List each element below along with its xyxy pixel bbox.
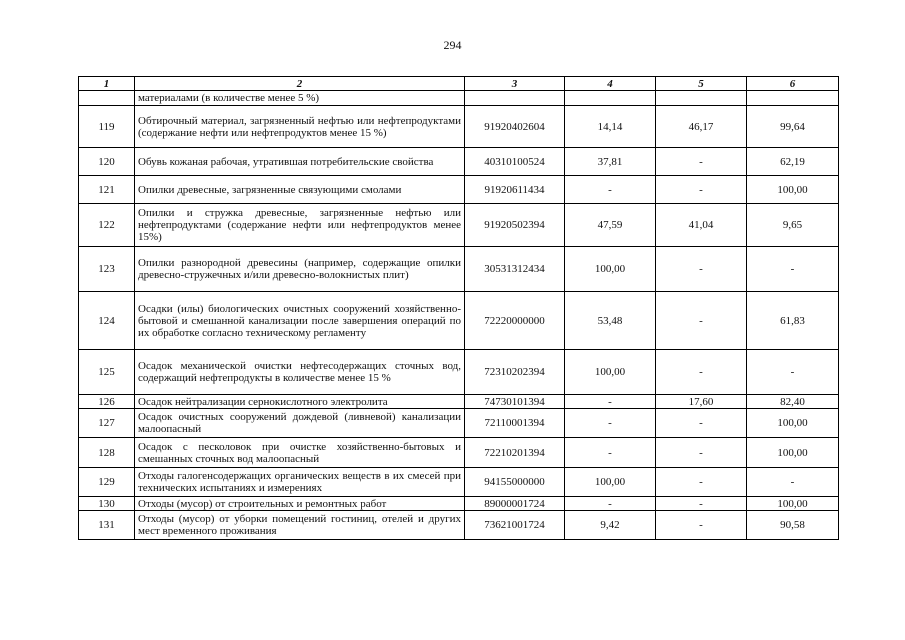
row-value-col-4: -	[565, 497, 656, 511]
row-value-col-5: -	[656, 247, 747, 292]
continuation-c4	[565, 91, 656, 106]
row-fkko-code: 91920611434	[465, 176, 565, 204]
row-value-col-6: 100,00	[747, 409, 839, 438]
table-row	[79, 511, 839, 540]
table-row	[79, 204, 839, 247]
row-value-col-4: 9,42	[565, 511, 656, 540]
row-waste-name: Осадок очистных сооружений дождевой (ливневой) канализации малоопасный	[135, 409, 465, 438]
row-value-col-4: -	[565, 409, 656, 438]
row-value-col-4: 100,00	[565, 247, 656, 292]
row-value-col-6: -	[747, 468, 839, 497]
row-number: 130	[79, 497, 135, 511]
row-value-col-6: -	[747, 247, 839, 292]
continuation-c5	[656, 91, 747, 106]
row-waste-name: Опилки и стружка древесные, загрязненные нефтью или нефтепродуктами (содержание нефти или нефтепродуктов менее 15%)	[135, 204, 465, 247]
row-value-col-4: -	[565, 395, 656, 409]
row-fkko-code: 40310100524	[465, 148, 565, 176]
row-value-col-6: -	[747, 350, 839, 395]
row-fkko-code: 89000001724	[465, 497, 565, 511]
row-value-col-5: -	[656, 350, 747, 395]
row-fkko-code: 94155000000	[465, 468, 565, 497]
table-row	[79, 247, 839, 292]
header-col-4: 4	[565, 77, 656, 91]
row-value-col-4: 100,00	[565, 350, 656, 395]
row-value-col-5: -	[656, 497, 747, 511]
continuation-text: материалами (в количестве менее 5 %)	[135, 91, 465, 106]
table-row	[79, 148, 839, 176]
row-value-col-5: -	[656, 438, 747, 468]
continuation-num	[79, 91, 135, 106]
row-value-col-5: 17,60	[656, 395, 747, 409]
row-number: 126	[79, 395, 135, 409]
row-waste-name: Осадки (илы) биологических очистных сооружений хозяйственно-бытовой и смешанной канализации после завершения операций по их обработке согласно техническому регламенту	[135, 292, 465, 350]
row-value-col-6: 61,83	[747, 292, 839, 350]
row-value-col-5: -	[656, 148, 747, 176]
table-row	[79, 395, 839, 409]
row-value-col-4: 100,00	[565, 468, 656, 497]
row-value-col-6: 9,65	[747, 204, 839, 247]
row-value-col-4: 47,59	[565, 204, 656, 247]
row-waste-name: Опилки древесные, загрязненные связующими смолами	[135, 176, 465, 204]
row-fkko-code: 72110001394	[465, 409, 565, 438]
row-fkko-code: 73621001724	[465, 511, 565, 540]
row-value-col-4: 37,81	[565, 148, 656, 176]
row-value-col-4: -	[565, 438, 656, 468]
row-fkko-code: 72210201394	[465, 438, 565, 468]
table-body	[79, 91, 839, 540]
row-value-col-4: 53,48	[565, 292, 656, 350]
table-row	[79, 292, 839, 350]
row-waste-name: Отходы галогенсодержащих органических веществ в их смесей при технических испытаниях и измерениях	[135, 468, 465, 497]
continuation-code	[465, 91, 565, 106]
table-row	[79, 176, 839, 204]
row-number: 121	[79, 176, 135, 204]
row-value-col-6: 90,58	[747, 511, 839, 540]
row-fkko-code: 74730101394	[465, 395, 565, 409]
row-waste-name: Опилки разнородной древесины (например, содержащие опилки древесно-стружечных и/или древесно-волокнистых плит)	[135, 247, 465, 292]
row-fkko-code: 72220000000	[465, 292, 565, 350]
row-number: 131	[79, 511, 135, 540]
row-value-col-6: 82,40	[747, 395, 839, 409]
row-number: 125	[79, 350, 135, 395]
row-number: 128	[79, 438, 135, 468]
continuation-row	[79, 91, 839, 106]
page-number: 294	[443, 38, 462, 52]
row-value-col-6: 99,64	[747, 106, 839, 148]
row-fkko-code: 72310202394	[465, 350, 565, 395]
row-value-col-4: 14,14	[565, 106, 656, 148]
table-row	[79, 409, 839, 438]
row-waste-name: Отходы (мусор) от уборки помещений гостиниц, отелей и других мест временного проживания	[135, 511, 465, 540]
row-waste-name: Отходы (мусор) от строительных и ремонтных работ	[135, 497, 465, 511]
row-waste-name: Обтирочный материал, загрязненный нефтью или нефтепродуктами (содержание нефти или нефтепродуктов менее 15 %)	[135, 106, 465, 148]
row-value-col-6: 100,00	[747, 438, 839, 468]
row-waste-name: Осадок с песколовок при очистке хозяйственно-бытовых и смешанных сточных вод малоопасный	[135, 438, 465, 468]
header-col-2: 2	[135, 77, 465, 91]
header-col-1: 1	[79, 77, 135, 91]
table-row	[79, 106, 839, 148]
header-col-5: 5	[656, 77, 747, 91]
row-value-col-6: 62,19	[747, 148, 839, 176]
row-value-col-5: 46,17	[656, 106, 747, 148]
table-row	[79, 468, 839, 497]
row-value-col-6: 100,00	[747, 497, 839, 511]
row-fkko-code: 91920402604	[465, 106, 565, 148]
row-value-col-5: -	[656, 468, 747, 497]
row-number: 122	[79, 204, 135, 247]
row-number: 119	[79, 106, 135, 148]
row-number: 120	[79, 148, 135, 176]
header-row	[79, 77, 839, 91]
table-row	[79, 497, 839, 511]
row-number: 129	[79, 468, 135, 497]
row-value-col-5: -	[656, 511, 747, 540]
row-number: 127	[79, 409, 135, 438]
row-fkko-code: 30531312434	[465, 247, 565, 292]
table-row	[79, 350, 839, 395]
row-value-col-5: -	[656, 409, 747, 438]
header-col-6: 6	[747, 77, 839, 91]
row-fkko-code: 91920502394	[465, 204, 565, 247]
waste-table	[78, 76, 839, 540]
row-waste-name: Осадок нейтрализации сернокислотного электролита	[135, 395, 465, 409]
row-waste-name: Осадок механической очистки нефтесодержащих сточных вод, содержащий нефтепродукты в количестве менее 15 %	[135, 350, 465, 395]
row-number: 124	[79, 292, 135, 350]
row-value-col-6: 100,00	[747, 176, 839, 204]
continuation-c6	[747, 91, 839, 106]
row-waste-name: Обувь кожаная рабочая, утратившая потребительские свойства	[135, 148, 465, 176]
header-col-3: 3	[465, 77, 565, 91]
row-value-col-5: 41,04	[656, 204, 747, 247]
row-value-col-4: -	[565, 176, 656, 204]
row-value-col-5: -	[656, 292, 747, 350]
row-value-col-5: -	[656, 176, 747, 204]
row-number: 123	[79, 247, 135, 292]
table-row	[79, 438, 839, 468]
